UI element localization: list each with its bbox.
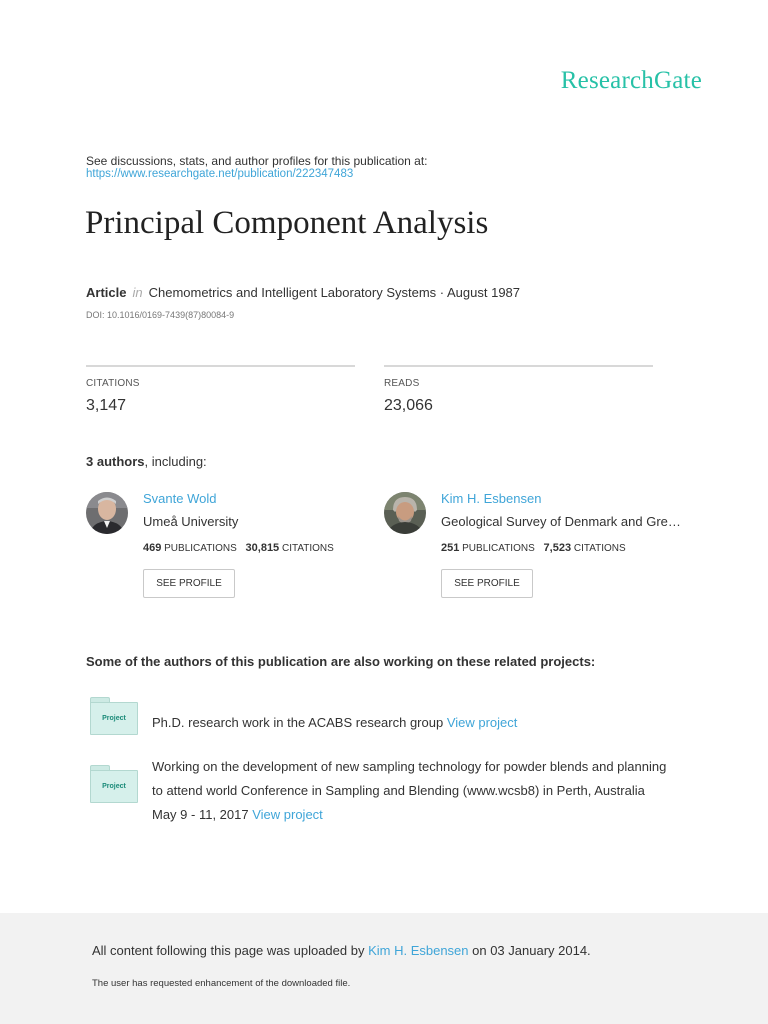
view-project-link[interactable]: View project (252, 807, 323, 822)
see-discussions-text: See discussions, stats, and author profiles for this publication at: (86, 154, 428, 168)
project-folder-icon[interactable] (90, 697, 138, 735)
researchgate-logo[interactable]: ResearchGate (560, 67, 702, 94)
reads-stat (384, 365, 653, 415)
upload-prefix: All content following this page was uploaded by (92, 943, 369, 958)
reads-value: 23,066 (384, 397, 433, 414)
project-icon-label: Project (90, 770, 138, 803)
author-publications-count: 251 (441, 542, 460, 554)
request-note: The user has requested enhancement of the downloaded file. (92, 978, 351, 989)
author-institution[interactable]: Geological Survey of Denmark and Gre… (441, 514, 681, 529)
publication-url-link[interactable]: https://www.researchgate.net/publication/222347483 (86, 168, 354, 180)
author-institution[interactable]: Umeå University (143, 514, 239, 529)
publication-type: Article (86, 285, 127, 300)
citations-stat (86, 365, 355, 415)
citations-value: 3,147 (86, 397, 127, 414)
author-publications-count: 469 (143, 542, 162, 554)
see-profile-button[interactable]: SEE PROFILE (441, 569, 533, 598)
author-stats (441, 542, 626, 554)
project-icon-label: Project (90, 702, 138, 735)
author-name-link[interactable]: Svante Wold (143, 491, 217, 506)
author-citations-count: 7,523 (543, 542, 572, 554)
project-text: Ph.D. research work in the ACABS research group (152, 715, 447, 730)
citations-label: CITATIONS (86, 378, 140, 389)
related-projects-heading: Some of the authors of this publication are also working on these related projects: (86, 654, 596, 669)
reads-label: READS (384, 378, 420, 389)
authors-including: , including: (144, 454, 207, 469)
author-publications-label: PUBLICATIONS (164, 543, 237, 554)
publication-title: Principal Component Analysis (85, 205, 489, 241)
upload-footer (0, 913, 768, 1024)
doi-text: DOI: 10.1016/0169-7439(87)80084-9 (86, 310, 235, 320)
in-word: in (132, 285, 143, 300)
publication-meta (86, 285, 520, 300)
project-description (152, 711, 672, 735)
author-name-link[interactable]: Kim H. Esbensen (441, 491, 542, 506)
author-citations-label: CITATIONS (573, 543, 626, 554)
authors-count-line (86, 454, 207, 469)
project-folder-icon[interactable] (90, 765, 138, 803)
avatar[interactable] (86, 492, 128, 534)
see-profile-button[interactable]: SEE PROFILE (143, 569, 235, 598)
author-citations-label: CITATIONS (281, 543, 334, 554)
project-description (152, 755, 672, 827)
author-stats (143, 542, 334, 554)
view-project-link[interactable]: View project (446, 715, 518, 730)
uploader-link[interactable]: Kim H. Esbensen (368, 943, 469, 958)
upload-info (92, 943, 591, 958)
upload-suffix: on 03 January 2014. (468, 943, 591, 958)
avatar[interactable] (384, 492, 426, 534)
author-citations-count: 30,815 (245, 542, 280, 554)
author-publications-label: PUBLICATIONS (462, 543, 535, 554)
authors-count: 3 authors (86, 454, 145, 469)
project-text: Working on the development of new sampling technology for powder blends and planning to attend world Conference in Sampling and Blending (www.wcsb8) in Perth, Australia May 9 - 11, 2017 (152, 759, 667, 822)
journal-date[interactable]: Chemometrics and Intelligent Laboratory Systems · August 1987 (148, 285, 521, 300)
